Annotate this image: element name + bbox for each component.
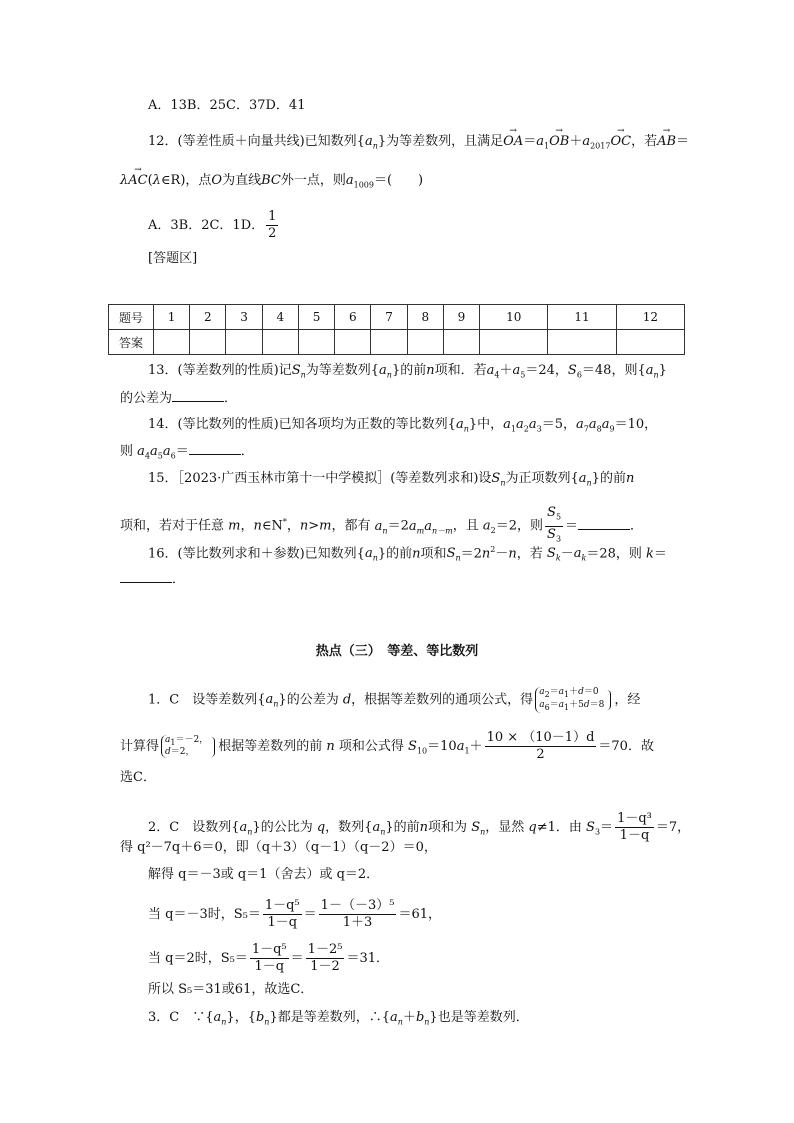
q12-line2: λ→ AC(λ∈R)，点O为直线BC外一点，则$a_{1009}=$( ) — [120, 172, 423, 195]
answer-blank[interactable] — [189, 442, 241, 455]
table-row — [109, 330, 685, 355]
question-number-cell: 2 — [190, 305, 226, 330]
question-number-cell: 3 — [226, 305, 262, 330]
q16-line1: 16．(等比数列求和＋参数)已知数列$\{a_n\}$的前n项和$S_n=2n^2-n$，若 $S_k-a_k=28$，则 k＝ — [148, 545, 667, 563]
question-number-cell: 9 — [443, 305, 479, 330]
question-number-cell: 11 — [548, 305, 616, 330]
q16-line2: ． — [120, 570, 185, 589]
answer-cell[interactable] — [616, 330, 684, 355]
question-number-cell: 12 — [616, 305, 684, 330]
q11-options: A．13B．25C．37D．41 — [148, 98, 306, 113]
answer-blank[interactable] — [172, 389, 224, 402]
section-title: 热点（三） 等差、等比数列 — [315, 644, 479, 659]
solution-2-line3: 解得 q＝－3或 q＝1（舍去）或 q＝2． — [148, 867, 380, 882]
answer-cell[interactable] — [480, 330, 548, 355]
solution-3-line1: 3．C $\because\{a_n\}$，$\{b_n\}$都是等差数列，$\therefore\{a_n+b_n\}$也是等差数列． — [148, 1010, 529, 1027]
q12-line1: 12．(等差性质＋向量共线)已知数列$\{a_n\}$为等差数列，且满足→ $OA=a_1\to OB+a_{2017}\to$ OC，若→ AB＝ — [148, 133, 689, 156]
answer-cell[interactable] — [548, 330, 616, 355]
solution-1-line2: 计算得 $a_1=-2$， d＝2， 根据等差数列的前 n 项和公式得 $S_{10}=10a_1+$ $\frac{10 \times (10-1)d}{2}$ ＝70．故 — [120, 730, 654, 762]
answer-cell[interactable] — [335, 330, 371, 355]
q13-line2: 的公差为 ． — [120, 391, 238, 406]
solution-2-line6: 所以 S₅＝31或61，故选C． — [148, 982, 314, 997]
question-number-cell: 1 — [154, 305, 190, 330]
answer-table — [108, 304, 685, 355]
table-row — [109, 305, 685, 330]
question-number-cell: 10 — [480, 305, 548, 330]
table-header-cell: 答案 — [109, 330, 154, 355]
question-number-cell: 6 — [335, 305, 371, 330]
solution-2-line1: 2．C 设数列$\{a_n\}$的公比为 q，数列$\{a_n\}$的前n项和为 $S_n$，显然 q≠1．由 $S_3=$ $\frac{\text{1－q³}}{1-q}$ ＝7， — [148, 811, 691, 843]
answer-area-label: [答题区] — [148, 251, 198, 266]
q15-line2: 项和，若对于任意 m，n∈N*，n>m，都有 $a_n=2a_ma_{n-m}$，且 $a_2=2$，则 $\frac{S_5}{S_3}$ ＝ ． — [120, 505, 644, 544]
q14-line2: 则 $a_4a_5a_6=$ ． — [120, 444, 254, 461]
table-header-cell: 题号 — [109, 305, 154, 330]
question-number-cell: 7 — [371, 305, 407, 330]
solution-1-line3: 选C． — [120, 770, 156, 785]
answer-cell[interactable] — [443, 330, 479, 355]
answer-cell[interactable] — [371, 330, 407, 355]
q12-options: A．3B．2C．1D． $\frac{1}{2}$ — [148, 209, 277, 241]
answer-cell[interactable] — [262, 330, 298, 355]
solution-1-line1: 1．C 设等差数列$\{a_n\}$的公差为 d，根据等差数列的通项公式，得$a_2=a_1+d=0$ $a_6=a_1+5d=8$ ，经 — [148, 687, 641, 712]
answer-cell[interactable] — [298, 330, 334, 355]
q14-line1: 14．(等比数列的性质)已知各项均为正数的等比数列$\{a_n\}$中，$a_1a_2a_3=5$，$a_7a_8a_9=10$， — [148, 417, 658, 434]
answer-cell[interactable] — [226, 330, 262, 355]
question-number-cell: 4 — [262, 305, 298, 330]
answer-cell[interactable] — [154, 330, 190, 355]
question-number-cell: 5 — [298, 305, 334, 330]
question-number-cell: 8 — [407, 305, 443, 330]
solution-2-line5: 当 q＝2时，S₅＝ $\frac{\text{1－q⁵}}{1-q}$ ＝ $\frac{\text{1－2⁵}}{1-2}$ ＝31． — [148, 942, 389, 974]
q15-line1: 15．［2023·广西玉林市第十一中学模拟］(等差数列求和)设$S_n$为正项数列$\{a_n\}$的前n — [148, 471, 635, 488]
solution-2-line2: 得 q²－7q＋6＝0，即（q＋3）（q－1）（q－2）＝0， — [120, 840, 437, 855]
answer-cell[interactable] — [407, 330, 443, 355]
q13-line1: 13．(等差数列的性质)记$S_n$为等差数列$\{a_n\}$的前n项和．若$a_4+a_5=24$，$S_6=48$，则$\{a_n\}$ — [148, 363, 667, 380]
solution-2-line4: 当 q＝－3时，S₅＝ $\frac{\text{1－q⁵}}{1-q}$ ＝ $\frac{\text{1－（－3）⁵}}{1+3}$ ＝61， — [148, 898, 441, 930]
answer-blank[interactable] — [578, 517, 630, 530]
answer-cell[interactable] — [190, 330, 226, 355]
answer-blank[interactable] — [120, 570, 172, 583]
